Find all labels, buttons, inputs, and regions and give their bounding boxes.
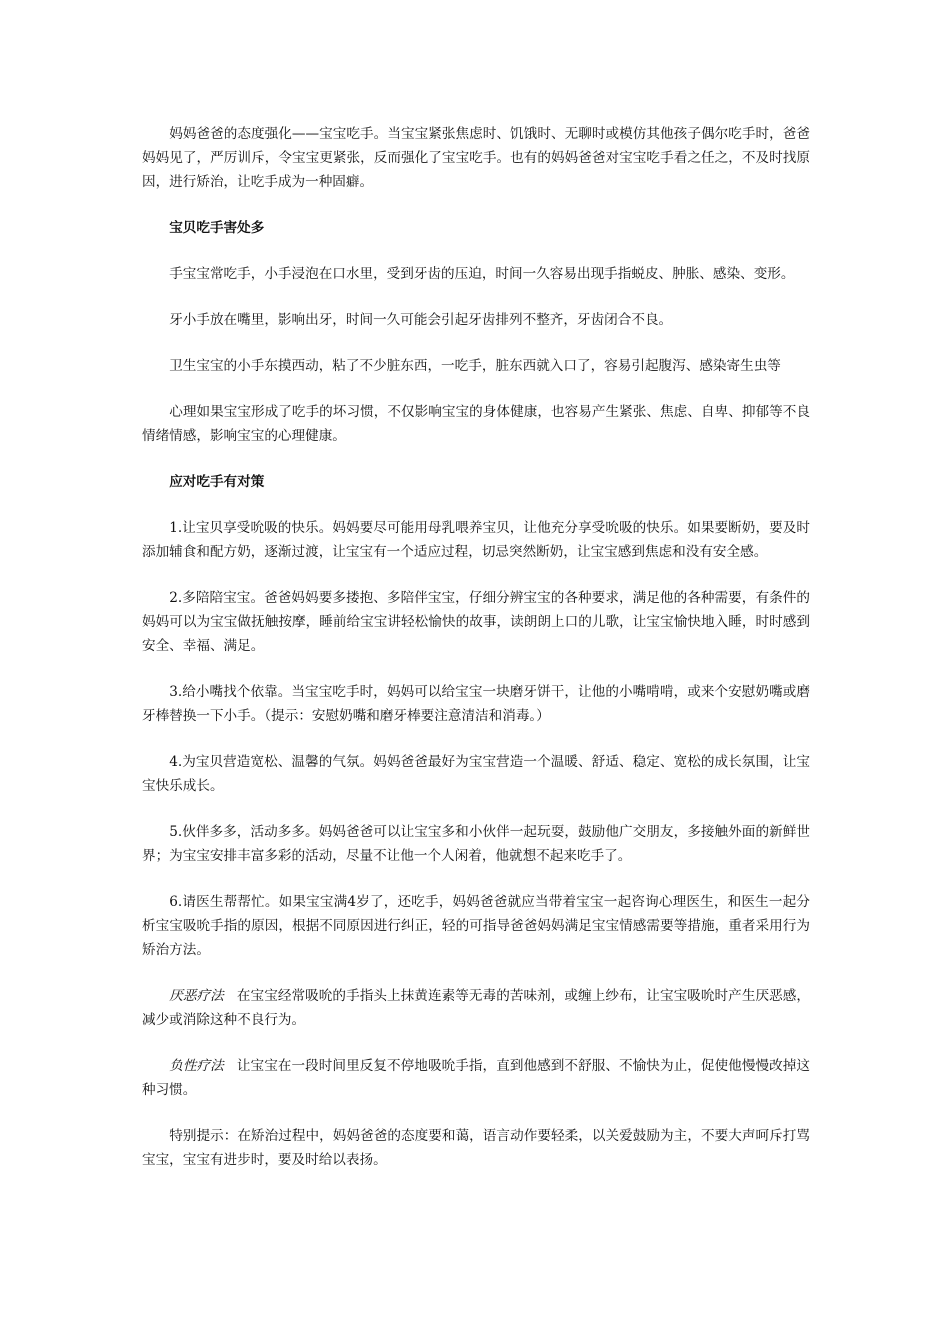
heading-harms: 宝贝吃手害处多 bbox=[169, 220, 265, 236]
paragraph-negative-therapy bbox=[142, 1054, 810, 1102]
paragraph-aversion-therapy bbox=[142, 984, 810, 1032]
aversion-therapy-text: 在宝宝经常吸吮的手指头上抹黄连素等无毒的苦味剂，或缠上纱布，让宝宝吸吮时产生厌恶感，减少或消除这种不良行为。 bbox=[142, 988, 811, 1028]
paragraph-teeth-harm: 牙小手放在嘴里，影响出牙，时间一久可能会引起牙齿排列不整齐，牙齿闭合不良。 bbox=[169, 312, 673, 328]
negative-therapy-text: 让宝宝在一段时间里反复不停地吸吮手指，直到他感到不舒服、不愉快为止，促使他慢慢改掉这种习惯。 bbox=[142, 1058, 811, 1098]
paragraph-hand-harm: 手宝宝常吃手，小手浸泡在口水里，受到牙齿的压迫，时间一久容易出现手指蜕皮、肿胀、感染、变形。 bbox=[169, 266, 795, 282]
paragraph-special-note: 特别提示：在矫治过程中，妈妈爸爸的态度要和蔼，语言动作要轻柔，以关爱鼓励为主，不要大声呵斥打骂宝宝，宝宝有进步时，要及时给以表扬。 bbox=[142, 1128, 810, 1168]
document-body bbox=[142, 122, 810, 1194]
paragraph-tip-6: 6.请医生帮帮忙。如果宝宝满4岁了，还吃手，妈妈爸爸就应当带着宝宝一起咨询心理医生，和医生一起分析宝宝吸吮手指的原因，根据不同原因进行纠正，轻的可指导爸爸妈妈满足宝宝情感需要等措施，重者采用行为矫治方法。 bbox=[142, 894, 810, 958]
paragraph-tip-5: 5.伙伴多多，活动多多。妈妈爸爸可以让宝宝多和小伙伴一起玩耍，鼓励他广交朋友，多接触外面的新鲜世界；为宝宝安排丰富多彩的活动，尽量不让他一个人闲着，他就想不起来吃手了。 bbox=[142, 824, 810, 864]
paragraph-tip-3: 3.给小嘴找个依靠。当宝宝吃手时，妈妈可以给宝宝一块磨牙饼干，让他的小嘴啃啃，或来个安慰奶嘴或磨牙棒替换一下小手。（提示：安慰奶嘴和磨牙棒要注意清洁和消毒。） bbox=[142, 684, 810, 724]
paragraph-tip-4: 4.为宝贝营造宽松、温馨的气氛。妈妈爸爸最好为宝宝营造一个温暖、舒适、稳定、宽松的成长氛围，让宝宝快乐成长。 bbox=[142, 754, 810, 794]
paragraph-hygiene-harm: 卫生宝宝的小手东摸西动，粘了不少脏东西，一吃手，脏东西就入口了，容易引起腹泻、感染寄生虫等 bbox=[169, 358, 781, 374]
paragraph-tip-1: 1.让宝贝享受吮吸的快乐。妈妈要尽可能用母乳喂养宝贝，让他充分享受吮吸的快乐。如果要断奶，要及时添加辅食和配方奶，逐渐过渡，让宝宝有一个适应过程，切忌突然断奶，让宝宝感到焦虑和没有安全感。 bbox=[142, 520, 810, 560]
paragraph-tip-2: 2.多陪陪宝宝。爸爸妈妈要多搂抱、多陪伴宝宝，仔细分辨宝宝的各种要求，满足他的各种需要，有条件的妈妈可以为宝宝做抚触按摩，睡前给宝宝讲轻松愉快的故事，读朗朗上口的儿歌，让宝宝愉快地入睡，时时感到安全、幸福、满足。 bbox=[142, 590, 810, 654]
negative-therapy-label: 负性疗法 bbox=[169, 1058, 224, 1074]
paragraph-parent-attitude: 妈妈爸爸的态度强化——宝宝吃手。当宝宝紧张焦虑时、饥饿时、无聊时或模仿其他孩子偶尔吃手时，爸爸妈妈见了，严厉训斥，令宝宝更紧张，反而强化了宝宝吃手。也有的妈妈爸爸对宝宝吃手看之任之，不及时找原因，进行矫治，让吃手成为一种固癖。 bbox=[142, 126, 810, 190]
aversion-therapy-label: 厌恶疗法 bbox=[169, 988, 224, 1004]
paragraph-psychology-harm: 心理如果宝宝形成了吃手的坏习惯，不仅影响宝宝的身体健康，也容易产生紧张、焦虑、自卑、抑郁等不良情绪情感，影响宝宝的心理健康。 bbox=[142, 404, 810, 444]
heading-countermeasures: 应对吃手有对策 bbox=[169, 474, 265, 490]
